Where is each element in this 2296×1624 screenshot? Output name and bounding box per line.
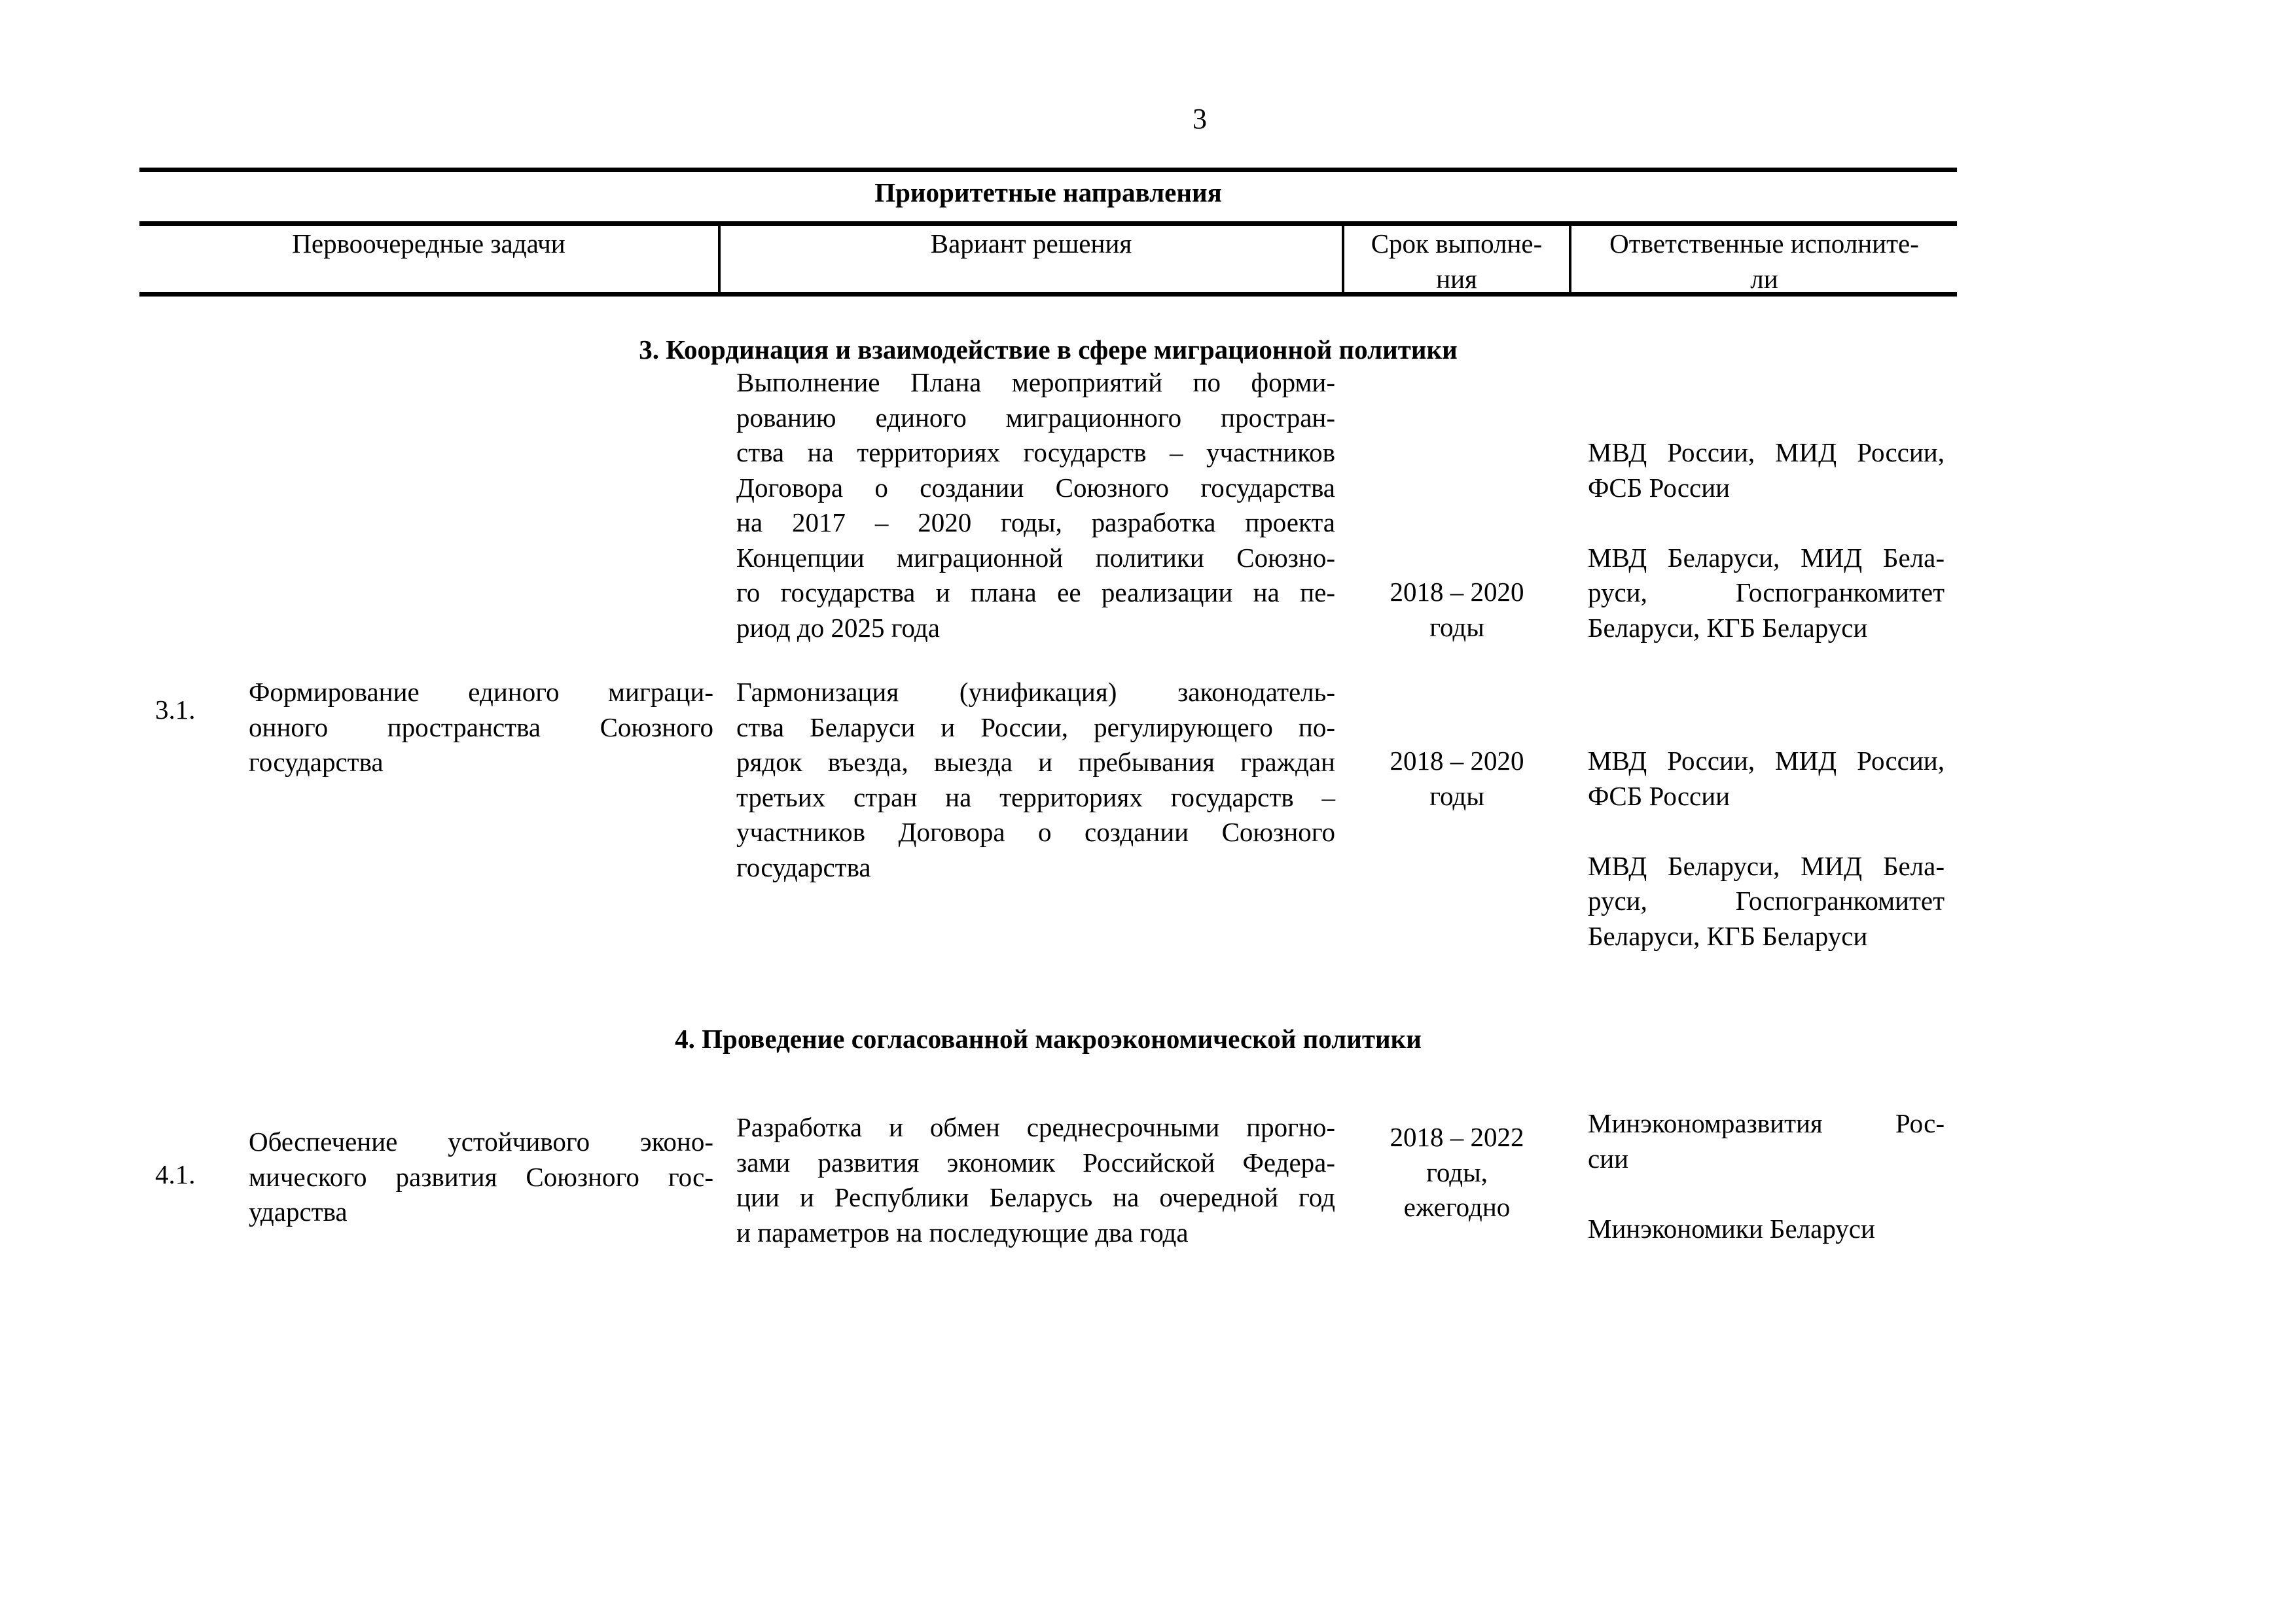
text-line: Концепции миграционной политики Союзно-: [736, 542, 1335, 573]
row-3-1-responsible: [1588, 744, 1945, 954]
text-line: МВД России, МИД России,: [1588, 746, 1945, 776]
text-line: Выполнение Плана мероприятий по форми-: [736, 367, 1335, 397]
text-line: рованию единого миграционного простран-: [736, 402, 1335, 433]
text-line: Гармонизация (унификация) законодатель-: [736, 677, 1335, 707]
row-3-1-term: [1365, 744, 1549, 814]
text-line: Ответственные исполните-: [1609, 228, 1919, 259]
text-line: 2018 – 2020: [1390, 577, 1524, 607]
text-line: участников Договора о создании Союзного: [736, 817, 1335, 847]
text-line: 2018 – 2020: [1390, 746, 1524, 776]
row-4-1-responsible: [1588, 1106, 1945, 1246]
text-line: ежегодно: [1403, 1192, 1511, 1222]
text-line: ФСБ России: [1588, 472, 1731, 503]
text-line: сии: [1588, 1143, 1629, 1174]
text-line: [1588, 814, 1945, 849]
text-line: руси, Госпогранкомитет: [1588, 577, 1945, 607]
page-number: 3: [1193, 103, 1207, 135]
text-line: 2018 – 2022: [1390, 1122, 1524, 1152]
text-line: риод до 2025 года: [736, 612, 940, 643]
text-line: государства: [736, 852, 871, 882]
text-line: зами развития экономик Российской Федера-: [736, 1147, 1335, 1178]
row-3-1-number: 3.1.: [155, 695, 196, 725]
text-line: ния: [1436, 263, 1477, 294]
text-line: годы,: [1426, 1157, 1488, 1187]
text-line: руси, Госпогранкомитет: [1588, 886, 1945, 916]
text-line: ФСБ России: [1588, 780, 1731, 811]
header-cell-responsible: [1571, 226, 1957, 297]
text-line: Беларуси, КГБ Беларуси: [1588, 920, 1868, 951]
row-3-1-task: [249, 675, 713, 780]
text-line: Минэкономики Беларуси: [1588, 1213, 1875, 1244]
text-line: годы: [1429, 611, 1484, 642]
table-header-top-rule: [139, 221, 1957, 226]
text-line: [1588, 1176, 1945, 1212]
section-4-heading: 4. Проведение согласованной макроэкономической политики: [675, 1024, 1422, 1054]
header-cell-tasks: Первоочередные задачи: [292, 228, 565, 259]
text-line: Разработка и обмен среднесрочными прогно-: [736, 1112, 1335, 1142]
text-line: МВД Беларуси, МИД Бела-: [1588, 850, 1945, 881]
text-line: годы: [1429, 780, 1484, 811]
text-line: Минэкономразвития Рос-: [1588, 1108, 1945, 1138]
text-line: МВД Беларуси, МИД Бела-: [1588, 542, 1945, 573]
text-line: ства на территориях государств – участников: [736, 437, 1335, 467]
text-line: [1588, 505, 1945, 541]
row-4-1-task: [249, 1125, 713, 1230]
row-4-1-term: [1365, 1120, 1549, 1225]
table-title: Приоритетные направления: [874, 177, 1222, 208]
block-a-solution: [736, 365, 1335, 645]
text-line: МВД России, МИД России,: [1588, 437, 1945, 467]
text-line: Обеспечение устойчивого эконо-: [249, 1127, 713, 1157]
text-line: онного пространства Союзного: [249, 712, 713, 742]
text-line: Срок выполне-: [1371, 228, 1543, 259]
block-a-term: [1365, 575, 1549, 645]
text-line: рядок въезда, выезда и пребывания граждан: [736, 747, 1335, 777]
text-line: ли: [1750, 263, 1778, 294]
row-3-1-solution: [736, 675, 1335, 885]
text-line: третьих стран на территориях государств –: [736, 782, 1335, 812]
text-line: ударства: [249, 1197, 348, 1227]
text-line: ции и Республики Беларусь на очередной год: [736, 1182, 1335, 1212]
text-line: Договора о создании Союзного государства: [736, 472, 1335, 503]
table-top-rule: [139, 168, 1957, 172]
text-line: государства: [249, 747, 384, 777]
text-line: Формирование единого миграци-: [249, 677, 713, 707]
text-line: ства Беларуси и России, регулирующего по-: [736, 712, 1335, 742]
text-line: и параметров на последующие два года: [736, 1217, 1189, 1248]
section-3-heading: 3. Координация и взаимодействие в сфере миграционной политики: [639, 334, 1458, 365]
row-4-1-number: 4.1.: [155, 1159, 196, 1189]
header-cell-term: [1344, 226, 1569, 297]
header-cell-solution: Вариант решения: [930, 228, 1132, 259]
text-line: на 2017 – 2020 годы, разработка проекта: [736, 507, 1335, 537]
text-line: мического развития Союзного гос-: [249, 1161, 713, 1192]
row-4-1-solution: [736, 1110, 1335, 1250]
block-a-responsible: [1588, 435, 1945, 645]
text-line: го государства и плана ее реализации на пе-: [736, 577, 1335, 607]
text-line: Беларуси, КГБ Беларуси: [1588, 612, 1868, 643]
